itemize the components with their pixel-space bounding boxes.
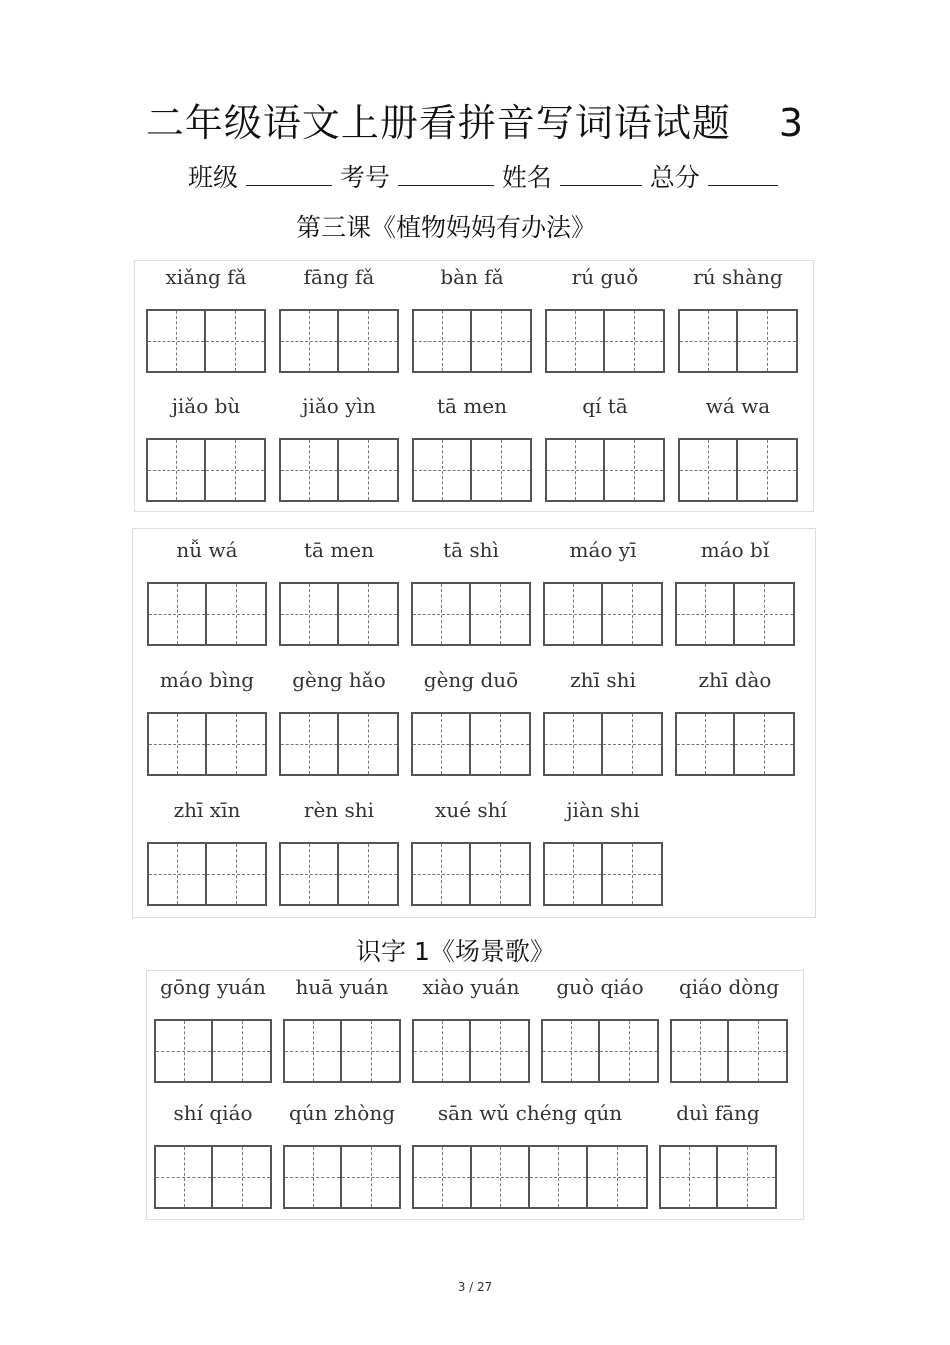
pinyin-label: jiǎo yìn	[302, 394, 376, 418]
writing-box[interactable]	[413, 714, 471, 774]
page-title	[0, 92, 950, 147]
writing-box[interactable]	[672, 1021, 729, 1081]
writing-box[interactable]	[281, 844, 339, 904]
pinyin-label: xiǎng fǎ	[165, 265, 247, 289]
class-label: 班级	[188, 163, 239, 192]
writing-box[interactable]	[545, 714, 603, 774]
student-info-line	[188, 158, 778, 194]
literacy-number: 1	[413, 937, 430, 966]
writing-box[interactable]	[414, 311, 472, 371]
writing-box[interactable]	[603, 844, 661, 904]
pinyin-label: huā yuán	[295, 975, 389, 999]
pinyin-label: shí qiáo	[173, 1101, 253, 1125]
tianzige-grid	[659, 1145, 777, 1209]
pinyin-label: gèng hǎo	[292, 668, 386, 692]
pinyin-label: gōng yuán	[160, 975, 266, 999]
word-item	[412, 394, 532, 502]
pinyin-label: jiǎo bù	[171, 394, 241, 418]
page-total: 27	[477, 1280, 493, 1294]
writing-box[interactable]	[342, 1147, 399, 1207]
tianzige-grid	[411, 712, 531, 776]
word-item	[154, 1101, 272, 1209]
word-item	[541, 975, 659, 1083]
pinyin-label: zhī xīn	[173, 798, 241, 822]
word-item	[279, 798, 399, 906]
title-number: 3	[778, 101, 805, 145]
writing-box[interactable]	[471, 844, 529, 904]
pinyin-label: máo yī	[569, 538, 637, 562]
writing-box[interactable]	[472, 311, 530, 371]
writing-box[interactable]	[156, 1021, 213, 1081]
tianzige-grid	[154, 1019, 272, 1083]
writing-box[interactable]	[339, 584, 397, 644]
pinyin-label: xiào yuán	[422, 975, 520, 999]
writing-box[interactable]	[588, 1147, 646, 1207]
writing-box[interactable]	[413, 584, 471, 644]
tianzige-grid	[678, 438, 798, 502]
exercise-section-lesson-3	[134, 260, 814, 512]
word-item	[154, 975, 272, 1083]
tianzige-grid	[675, 582, 795, 646]
writing-box[interactable]	[547, 440, 605, 500]
writing-box[interactable]	[414, 1021, 471, 1081]
writing-box[interactable]	[342, 1021, 399, 1081]
writing-box[interactable]	[149, 844, 207, 904]
word-item	[678, 394, 798, 502]
writing-box[interactable]	[207, 844, 265, 904]
writing-box[interactable]	[545, 844, 603, 904]
lesson-heading: 第三课《植物妈妈有办法》	[296, 213, 597, 242]
word-item	[283, 975, 401, 1083]
writing-box[interactable]	[661, 1147, 718, 1207]
word-item	[146, 265, 266, 373]
word-item	[670, 975, 788, 1083]
pinyin-label: zhī dào	[698, 668, 772, 692]
word-item	[411, 798, 531, 906]
tianzige-grid	[412, 1019, 530, 1083]
writing-box[interactable]	[472, 440, 530, 500]
word-item	[659, 1101, 777, 1209]
writing-box[interactable]	[414, 1147, 472, 1207]
writing-box[interactable]	[600, 1021, 657, 1081]
writing-box[interactable]	[735, 584, 793, 644]
page-footer	[0, 1280, 950, 1294]
word-item	[147, 538, 267, 646]
tianzige-grid	[543, 712, 663, 776]
pinyin-label: rú shàng	[693, 265, 783, 289]
writing-box[interactable]	[471, 584, 529, 644]
pinyin-label: bàn fǎ	[440, 265, 504, 289]
writing-box[interactable]	[148, 311, 206, 371]
writing-box[interactable]	[281, 440, 339, 500]
writing-box[interactable]	[207, 714, 265, 774]
writing-box[interactable]	[149, 584, 207, 644]
tianzige-grid	[146, 438, 266, 502]
exercise-section-literacy-1	[146, 970, 804, 1220]
pinyin-label: qún zhòng	[288, 1101, 396, 1125]
exam-label: 考号	[339, 163, 390, 192]
name-label: 姓名	[501, 163, 552, 192]
pinyin-label: rú guǒ	[571, 265, 639, 289]
writing-box[interactable]	[547, 311, 605, 371]
writing-box[interactable]	[213, 1021, 270, 1081]
word-item	[543, 538, 663, 646]
tianzige-grid	[283, 1145, 401, 1209]
word-item	[283, 1101, 401, 1209]
tianzige-grid	[147, 712, 267, 776]
writing-box[interactable]	[603, 714, 661, 774]
tianzige-grid	[412, 309, 532, 373]
tianzige-grid	[670, 1019, 788, 1083]
writing-box[interactable]	[206, 311, 264, 371]
tianzige-grid	[154, 1145, 272, 1209]
tianzige-grid	[543, 582, 663, 646]
writing-box[interactable]	[285, 1021, 342, 1081]
writing-box[interactable]	[339, 311, 397, 371]
pinyin-label: guò qiáo	[556, 975, 644, 999]
writing-box[interactable]	[149, 714, 207, 774]
tianzige-grid	[279, 712, 399, 776]
pinyin-label: gèng duō	[423, 668, 519, 692]
tianzige-grid	[412, 1145, 648, 1209]
word-item	[678, 265, 798, 373]
pinyin-label: nǚ wá	[176, 538, 238, 562]
pinyin-label: tā men	[304, 538, 374, 562]
tianzige-grid	[279, 438, 399, 502]
writing-box[interactable]	[729, 1021, 786, 1081]
word-item	[675, 668, 795, 776]
word-item	[412, 1101, 648, 1209]
word-item	[545, 265, 665, 373]
word-item	[146, 394, 266, 502]
writing-box[interactable]	[738, 311, 796, 371]
pinyin-label: máo bǐ	[700, 538, 770, 562]
writing-box[interactable]	[281, 584, 339, 644]
word-item	[147, 798, 267, 906]
writing-box[interactable]	[213, 1147, 270, 1207]
tianzige-grid	[279, 582, 399, 646]
tianzige-grid	[545, 438, 665, 502]
word-item	[543, 798, 663, 906]
writing-box[interactable]	[543, 1021, 600, 1081]
writing-box[interactable]	[603, 584, 661, 644]
writing-box[interactable]	[148, 440, 206, 500]
writing-box[interactable]	[207, 584, 265, 644]
writing-box[interactable]	[738, 440, 796, 500]
tianzige-grid	[675, 712, 795, 776]
writing-box[interactable]	[545, 584, 603, 644]
pinyin-label: jiàn shi	[566, 798, 640, 822]
word-item	[545, 394, 665, 502]
tianzige-grid	[541, 1019, 659, 1083]
word-item	[279, 265, 399, 373]
tianzige-grid	[411, 842, 531, 906]
writing-box[interactable]	[471, 1021, 528, 1081]
word-item	[147, 668, 267, 776]
writing-box[interactable]	[530, 1147, 588, 1207]
writing-box[interactable]	[156, 1147, 213, 1207]
score-label: 总分	[649, 163, 700, 192]
word-item	[675, 538, 795, 646]
writing-box[interactable]	[281, 311, 339, 371]
tianzige-grid	[412, 438, 532, 502]
title-text: 二年级语文上册看拼音写词语试题	[145, 101, 731, 145]
tianzige-grid	[147, 582, 267, 646]
writing-box[interactable]	[339, 440, 397, 500]
tianzige-grid	[147, 842, 267, 906]
word-item	[543, 668, 663, 776]
word-item	[412, 975, 530, 1083]
lesson-heading-literacy	[356, 932, 555, 968]
tianzige-grid	[545, 309, 665, 373]
writing-box[interactable]	[735, 714, 793, 774]
writing-box[interactable]	[339, 714, 397, 774]
page-number: 3	[457, 1280, 466, 1294]
tianzige-grid	[146, 309, 266, 373]
pinyin-label: sān wǔ chéng qún	[437, 1101, 623, 1125]
writing-box[interactable]	[413, 844, 471, 904]
tianzige-grid	[279, 309, 399, 373]
page-separator: /	[469, 1280, 474, 1294]
word-item	[411, 668, 531, 776]
writing-box[interactable]	[206, 440, 264, 500]
pinyin-label: qí tā	[582, 394, 628, 418]
exam-blank[interactable]	[398, 163, 494, 186]
writing-box[interactable]	[281, 714, 339, 774]
pinyin-label: qiáo dòng	[678, 975, 780, 999]
writing-box[interactable]	[718, 1147, 775, 1207]
pinyin-label: tā shì	[443, 538, 499, 562]
tianzige-grid	[283, 1019, 401, 1083]
name-blank[interactable]	[560, 163, 642, 186]
word-item	[279, 538, 399, 646]
tianzige-grid	[678, 309, 798, 373]
writing-box[interactable]	[680, 311, 738, 371]
literacy-title: 《场景歌》	[429, 937, 555, 966]
writing-box[interactable]	[680, 440, 738, 500]
writing-box[interactable]	[339, 844, 397, 904]
pinyin-label: zhī shi	[570, 668, 636, 692]
word-item	[411, 538, 531, 646]
tianzige-grid	[543, 842, 663, 906]
pinyin-label: duì fāng	[676, 1101, 760, 1125]
writing-box[interactable]	[605, 311, 663, 371]
pinyin-label: tā men	[437, 394, 507, 418]
literacy-prefix: 识字	[356, 937, 407, 966]
pinyin-label: fāng fǎ	[303, 265, 375, 289]
word-item	[279, 668, 399, 776]
writing-box[interactable]	[677, 714, 735, 774]
word-item	[412, 265, 532, 373]
writing-box[interactable]	[414, 440, 472, 500]
writing-box[interactable]	[605, 440, 663, 500]
writing-box[interactable]	[677, 584, 735, 644]
tianzige-grid	[279, 842, 399, 906]
pinyin-label: rèn shi	[303, 798, 375, 822]
tianzige-grid	[411, 582, 531, 646]
pinyin-label: xué shí	[435, 798, 507, 822]
pinyin-label: máo bìng	[159, 668, 255, 692]
writing-box[interactable]	[472, 1147, 530, 1207]
score-blank[interactable]	[708, 163, 778, 186]
exercise-section-lesson-3-continued	[132, 528, 816, 918]
pinyin-label: wá wa	[705, 394, 771, 418]
writing-box[interactable]	[285, 1147, 342, 1207]
word-item	[279, 394, 399, 502]
class-blank[interactable]	[246, 163, 332, 186]
writing-box[interactable]	[471, 714, 529, 774]
